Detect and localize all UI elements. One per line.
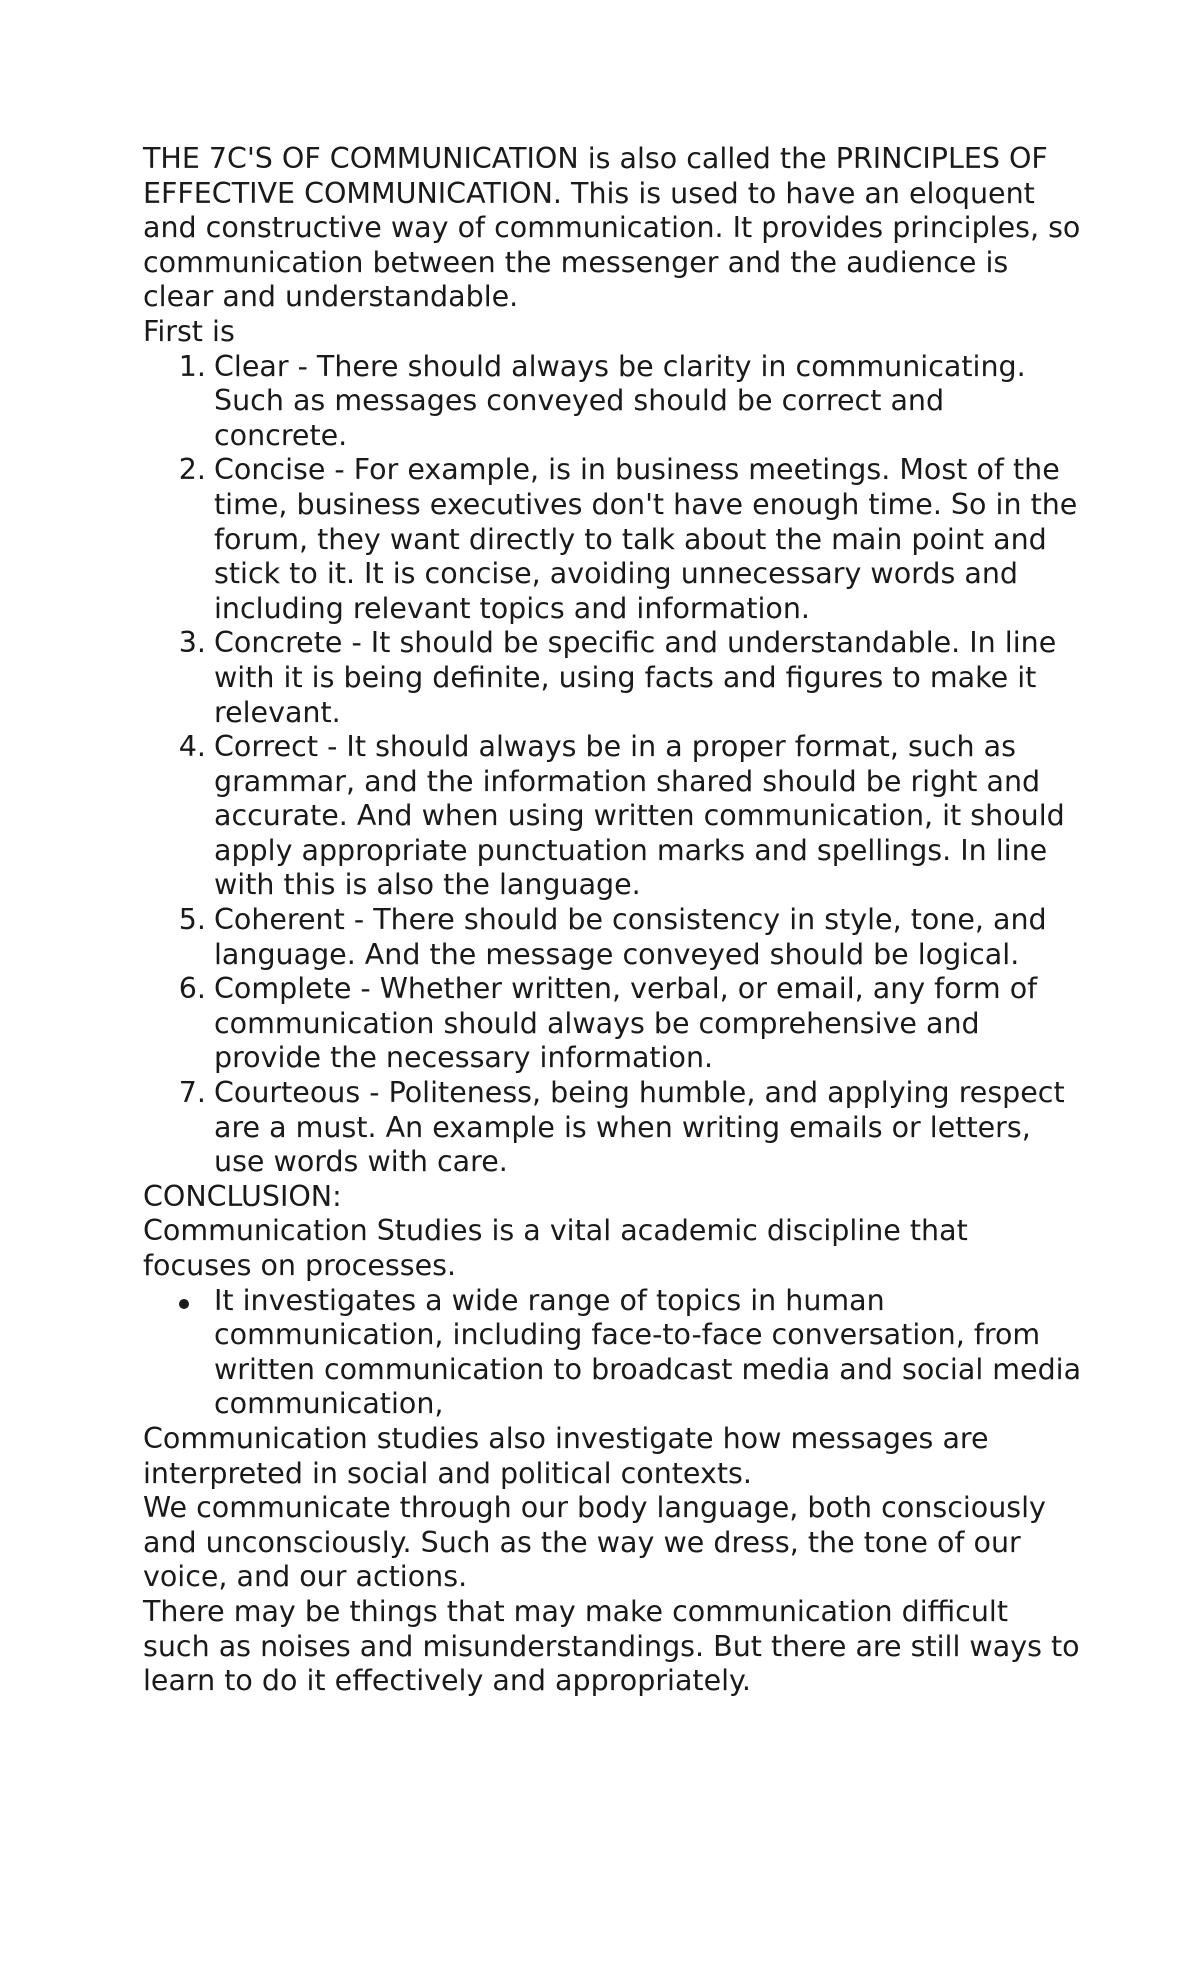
bullet-icon — [179, 1299, 189, 1309]
principle-text: Clear - There should always be clarity in communicating. Such as messages conveyed should be correct and concrete. — [214, 349, 1026, 452]
principle-text: Complete - Whether written, verbal, or email, any form of communication should always be comprehensive and provide the necessary information. — [214, 972, 1038, 1075]
principle-text: Courteous - Politeness, being humble, and applying respect are a must. An example is when writing emails or letters, use words with care. — [214, 1076, 1065, 1179]
principle-item-5 — [143, 903, 1083, 972]
conclusion-paragraph-2: We communicate through our body language, both consciously and unconsciously. Such as the way we dress, the tone of our voice, and our actions. — [143, 1491, 1046, 1594]
conclusion-heading: CONCLUSION: — [143, 1179, 342, 1213]
list-number: 4. — [178, 730, 206, 764]
principle-item-6 — [143, 972, 1083, 1076]
principle-text: Correct - It should always be in a proper format, such as grammar, and the information shared should be right and accurate. And when using written communication, it should apply appropriate punctuation marks and spellings. In line with this is also the language. — [214, 730, 1065, 902]
conclusion-paragraph-3: There may be things that may make communication difficult such as noises and misunderstandings. But there are still ways to learn to do it effectively and appropriately. — [143, 1594, 1080, 1698]
list-number: 5. — [178, 903, 206, 937]
conclusion-bullet-item — [143, 1284, 1083, 1422]
principles-list — [143, 350, 1083, 1180]
principle-text: Coherent - There should be consistency in style, tone, and language. And the message conveyed should be logical. — [214, 903, 1047, 971]
list-number: 1. — [178, 349, 206, 383]
bullet-text: It investigates a wide range of topics in human communication, including face-to-face conversation, from written communication to broadcast media and social media communication, — [214, 1283, 1082, 1421]
principle-item-2 — [143, 453, 1083, 626]
principle-item-4 — [143, 730, 1083, 903]
list-number: 7. — [178, 1076, 206, 1110]
intro-paragraph: THE 7C'S OF COMMUNICATION is also called the PRINCIPLES OF EFFECTIVE COMMUNICATION. This is used to have an eloquent and constructive way of communication. It provides principles, so communication between the messenger and the audience is clear and understandable. — [143, 142, 1081, 314]
list-number: 2. — [178, 453, 206, 487]
principle-text: Concise - For example, is in business meetings. Most of the time, business executives don't have enough time. So in the forum, they want directly to talk about the main point and stick to it. It is concise, avoiding unnecessary words and including relevant topics and information. — [214, 453, 1078, 625]
principle-item-1 — [143, 350, 1083, 454]
conclusion-intro-paragraph: Communication Studies is a vital academic discipline that focuses on processes. — [143, 1214, 968, 1282]
principle-item-3 — [143, 626, 1083, 730]
principle-item-7 — [143, 1076, 1083, 1180]
first-is-label: First is — [143, 314, 235, 348]
conclusion-paragraph-1: Communication studies also investigate how messages are interpreted in social and political contexts. — [143, 1421, 989, 1490]
list-number: 3. — [178, 626, 206, 660]
document-page — [143, 142, 1083, 1699]
conclusion-bullet-list — [143, 1284, 1083, 1422]
principle-text: Concrete - It should be specific and understandable. In line with it is being definite, using facts and figures to make it relevant. — [214, 626, 1057, 729]
list-number: 6. — [178, 972, 206, 1006]
